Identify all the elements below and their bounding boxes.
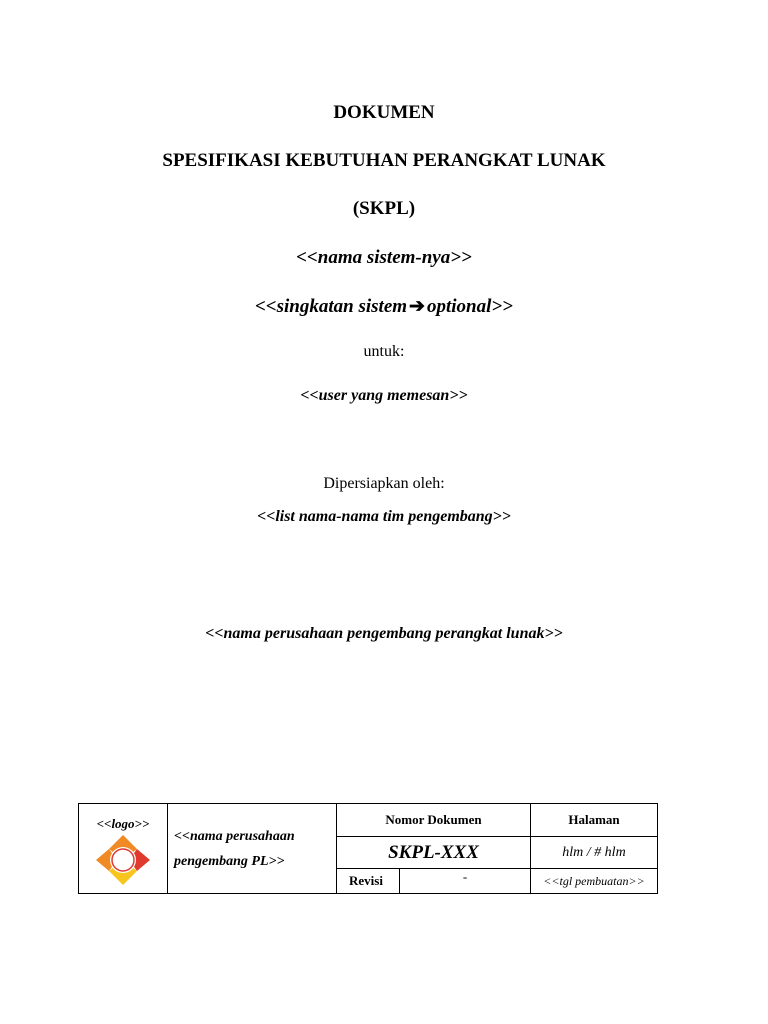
page-value: hlm / # hlm — [531, 837, 658, 869]
team-list: <<list nama-nama tim pengembang>> — [257, 508, 511, 525]
page-header: Halaman — [531, 804, 658, 837]
doc-label: DOKUMEN — [333, 102, 435, 123]
system-abbrev-suffix: optional>> — [426, 296, 514, 317]
company-logo-icon — [95, 834, 151, 886]
revision-value: - — [400, 869, 531, 894]
client-name: <<user yang memesan>> — [300, 387, 468, 404]
doc-abbrev: (SKPL) — [352, 198, 416, 219]
footer-company-line2: pengembang PL>> — [174, 853, 285, 869]
arrow-right-icon: ➔ — [409, 296, 425, 317]
prepared-by-label: Dipersiapkan oleh: — [323, 475, 445, 492]
footer-company-cell — [168, 804, 337, 894]
creation-date: <<tgl pembuatan>> — [531, 869, 658, 894]
company-name: <<nama perusahaan pengembang perangkat lunak>> — [205, 625, 563, 642]
revision-label: Revisi — [337, 869, 400, 894]
document-footer-table — [78, 803, 658, 894]
footer-company-line1: <<nama perusahaan — [174, 828, 295, 844]
logo-cell — [79, 804, 168, 894]
logo-label: <<logo>> — [96, 816, 150, 831]
for-label: untuk: — [363, 343, 405, 360]
doc-title: SPESIFIKASI KEBUTUHAN PERANGKAT LUNAK — [162, 150, 606, 171]
system-name: <<nama sistem-nya>> — [296, 247, 472, 268]
system-abbrev — [0, 295, 768, 318]
system-abbrev-prefix: <<singkatan sistem — [254, 296, 408, 317]
doc-number-value: SKPL-XXX — [337, 837, 531, 869]
doc-number-header: Nomor Dokumen — [337, 804, 531, 837]
